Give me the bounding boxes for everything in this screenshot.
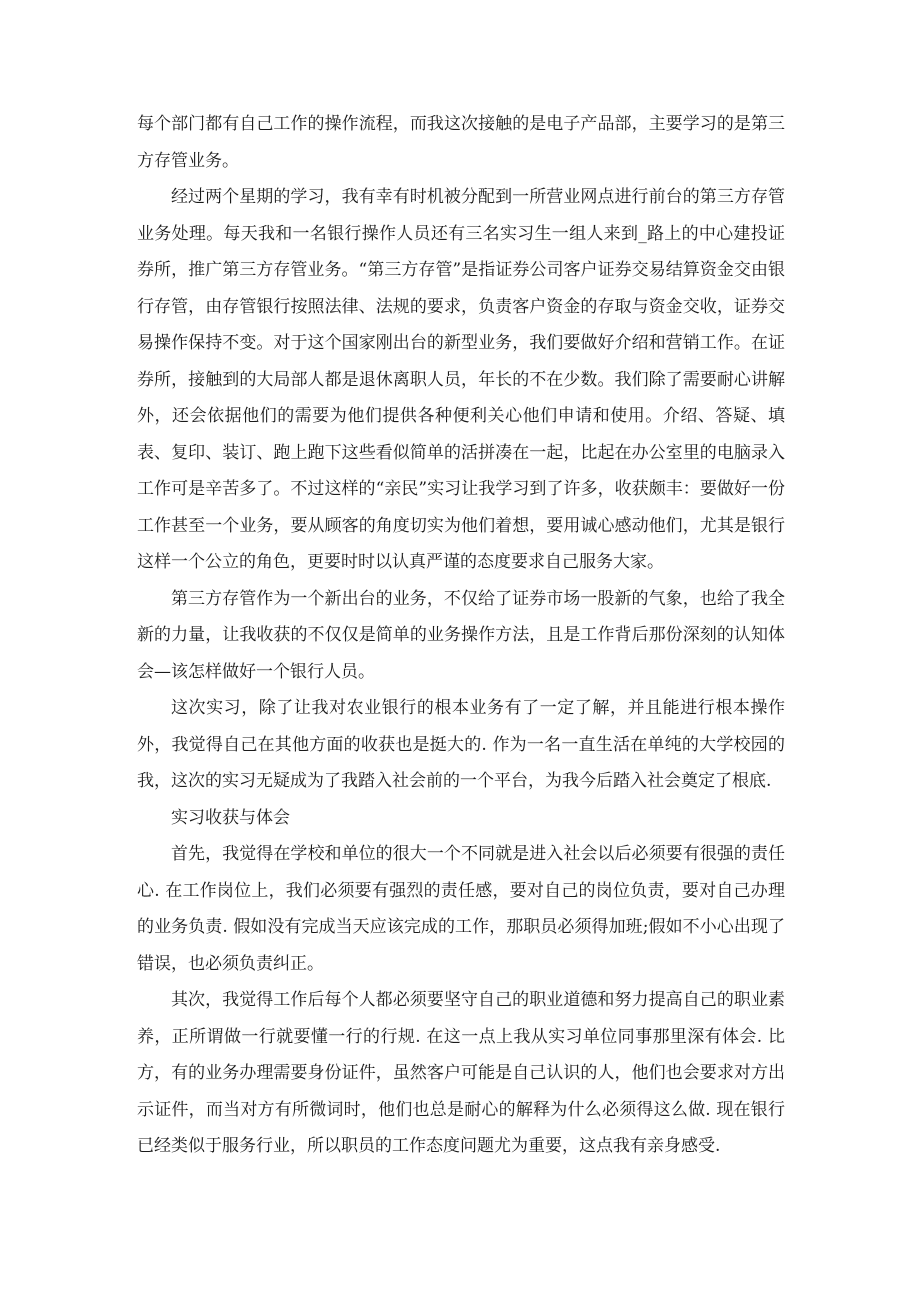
paragraph-6: 其次，我觉得工作后每个人都必须要坚守自己的职业道德和努力提高自己的职业素养，正所谓做一行就要懂一行的行规. 在这一点上我从实习单位同事那里深有体会. 比方，有的业务办理需要身份证件，虽然客户可能是自己认识的人，他们也会要求对方出示证件，而当对方有所微词时，他们也总是耐心的解释为什么必须得这么做. 现在银行已经类似于服务行业，所以职员的工作态度问题尤为重要，这点我有亲身感受. [137, 990, 785, 1156]
section-heading: 实习收获与体会 [171, 807, 290, 828]
paragraph-4: 这次实习，除了让我对农业银行的根本业务有了一定了解，并且能进行根本操作外，我觉得自己在其他方面的收获也是挺大的. 作为一名一直生活在单纯的大学校园的我，这次的实习无疑成为了我踏入社会前的一个平台，为我今后踏入社会奠定了根底. [137, 698, 785, 791]
document-body [137, 106, 785, 1165]
paragraph-2: 经过两个星期的学习，我有幸有时机被分配到一所营业网点进行前台的第三方存管业务处理。每天我和一名银行操作人员还有三名实习生一组人来到_路上的中心建投证券所，推广第三方存管业务。“第三方存管”是指证券公司客户证券交易结算资金交由银行存管，由存管银行按照法律、法规的要求，负责客户资金的存取与资金交收，证券交易操作保持不变。对于这个国家刚出台的新型业务，我们要做好介绍和营销工作。在证券所，接触到的大局部人都是退休离职人员，年长的不在少数。我们除了需要耐心讲解外，还会依据他们的需要为他们提供各种便利关心他们申请和使用。介绍、答疑、填表、复印、装订、跑上跑下这些看似简单的活拼凑在一起，比起在办公室里的电脑录入工作可是辛苦多了。不过这样的“亲民”实习让我学习到了许多，收获颇丰：要做好一份工作甚至一个业务，要从顾客的角度切实为他们着想，要用诚心感动他们，尤其是银行这样一个公立的角色，更要时时以认真严谨的态度要求自己服务大家。 [137, 187, 785, 572]
paragraph-3: 第三方存管作为一个新出台的业务，不仅给了证券市场一股新的气象，也给了我全新的力量，让我收获的不仅仅是简单的业务操作方法，且是工作背后那份深刻的认知体会—该怎样做好一个银行人员。 [137, 588, 785, 682]
paragraph-5: 首先，我觉得在学校和单位的很大一个不同就是进入社会以后必须要有很强的责任心. 在工作岗位上，我们必须要有强烈的责任感，要对自己的岗位负责，要对自己办理的业务负责. 假如没有完成当天应该完成的工作，那职员必须得加班;假如不小心出现了错误，也必须负责纠正。 [137, 844, 785, 974]
paragraph-1: 每个部门都有自己工作的操作流程，而我这次接触的是电子产品部，主要学习的是第三方存管业务。 [137, 114, 785, 171]
